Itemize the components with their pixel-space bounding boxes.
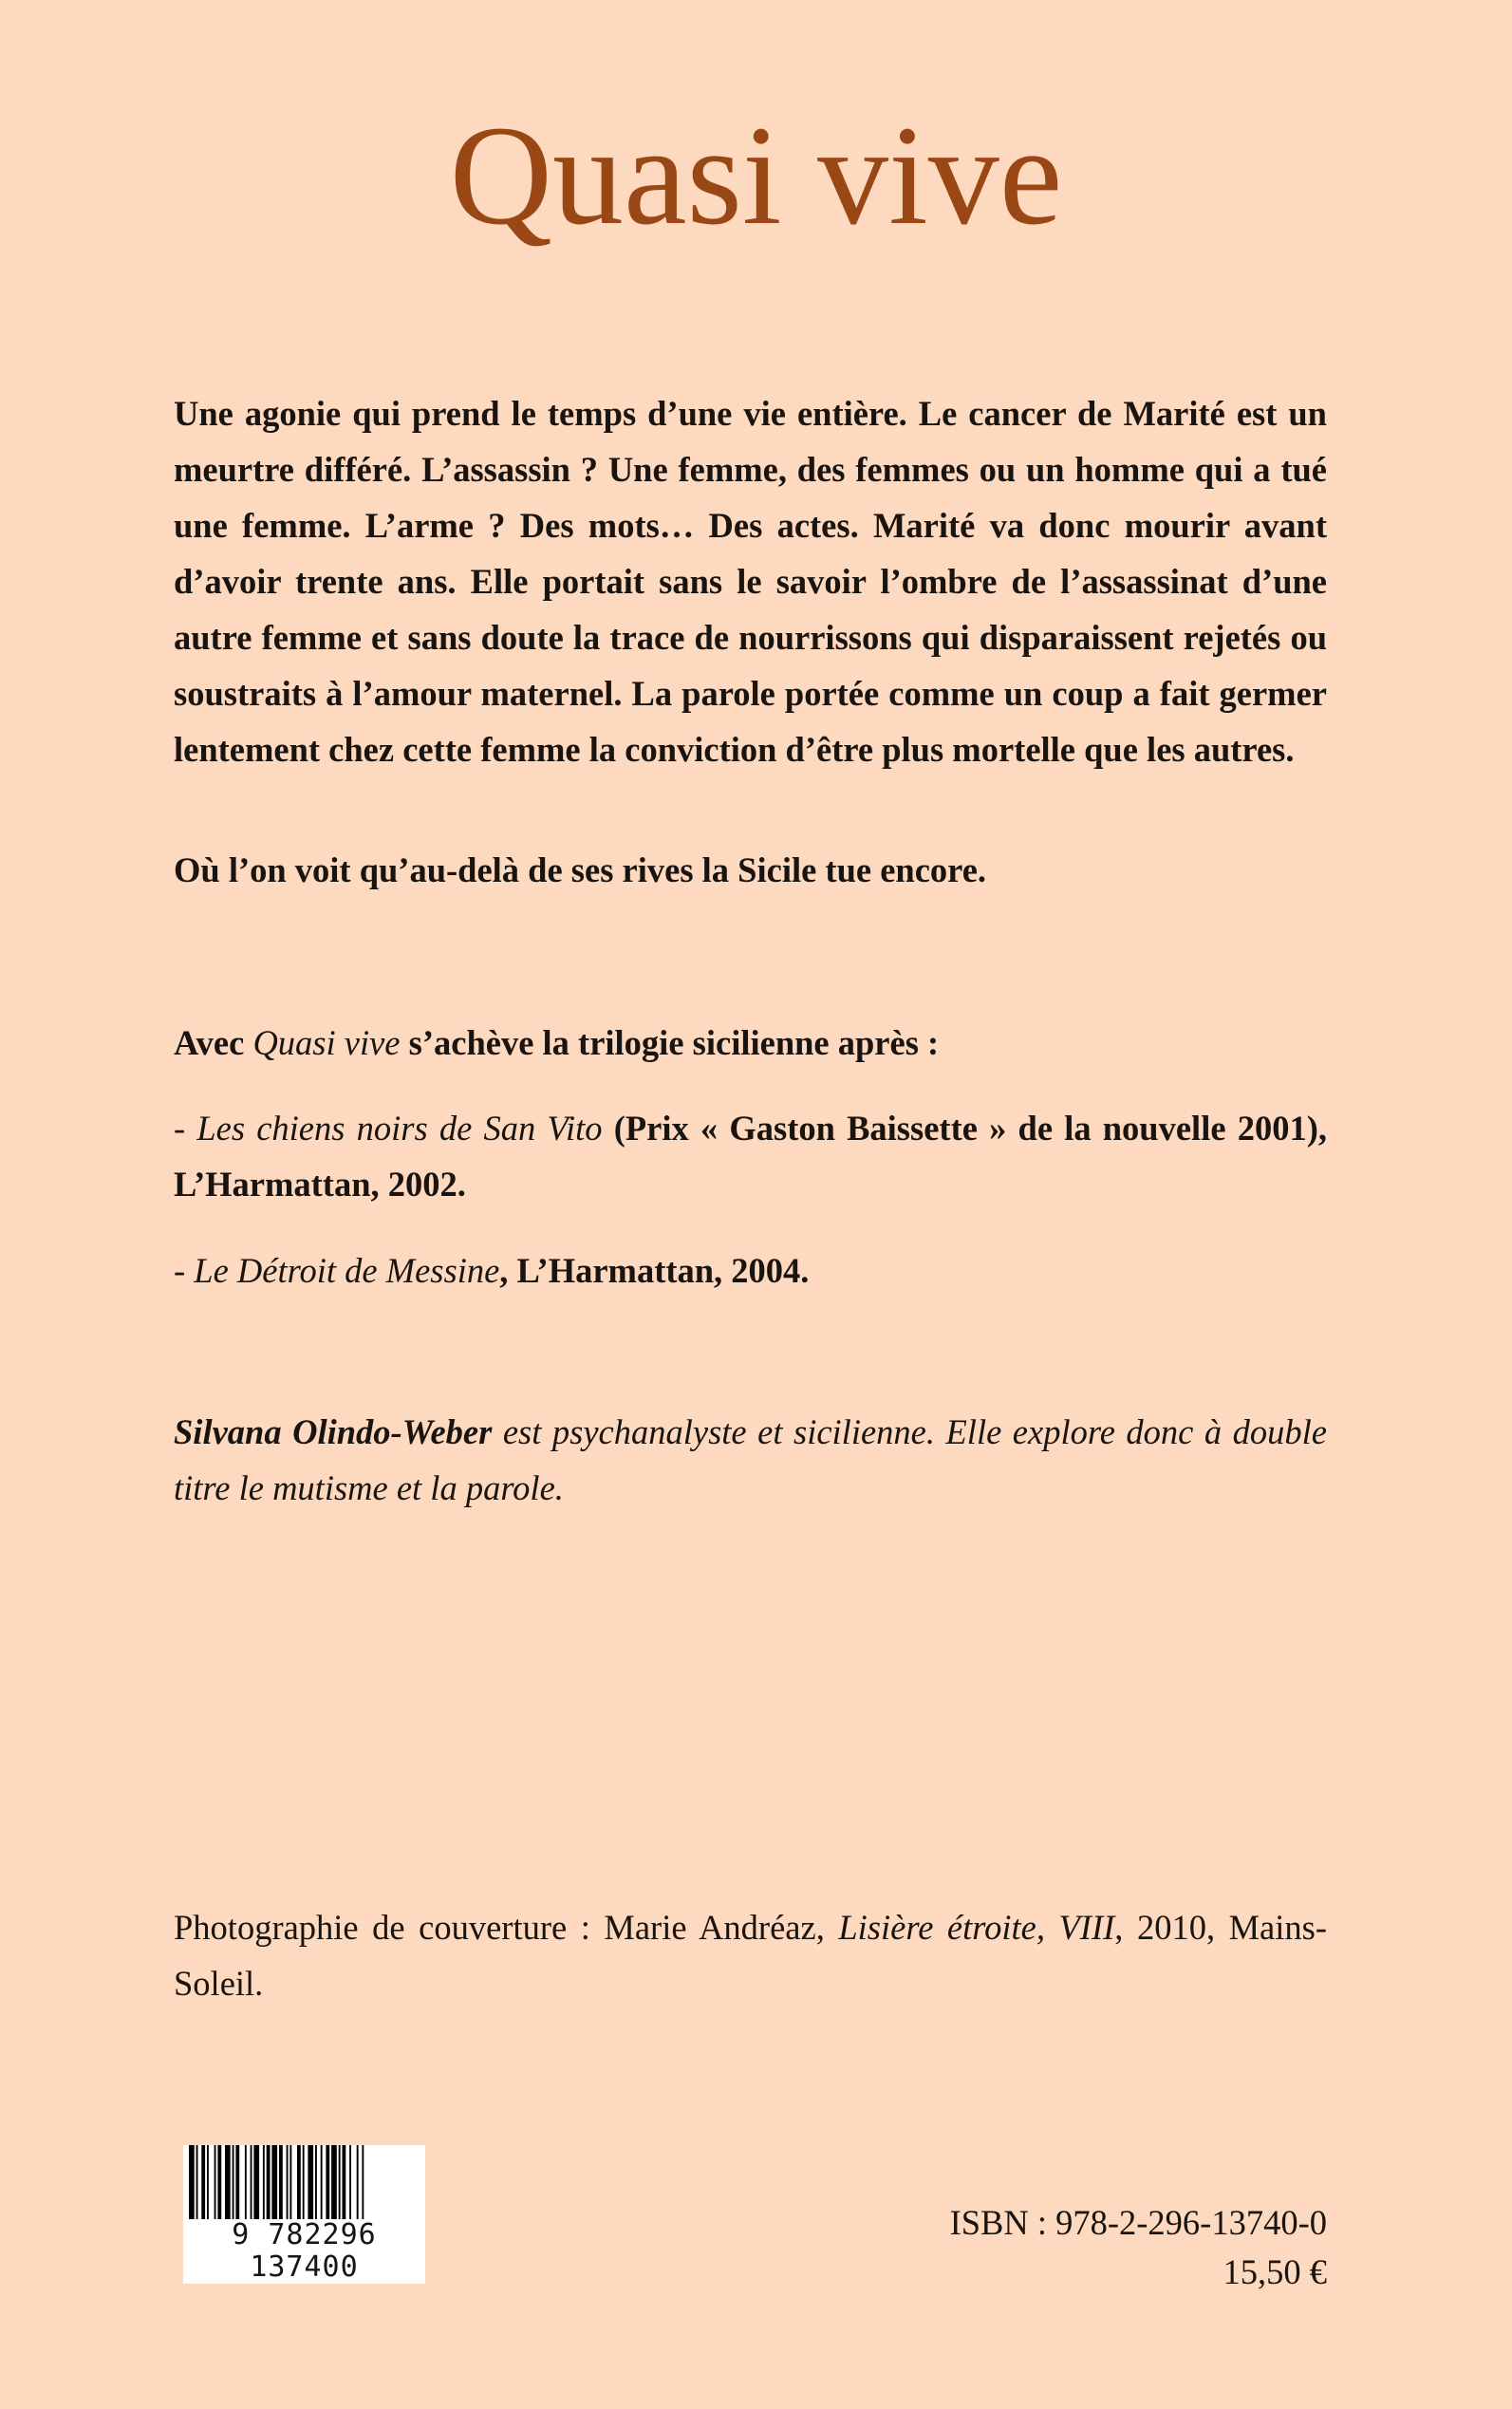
isbn-block xyxy=(950,2198,1327,2297)
cover-photo-credit xyxy=(174,1899,1327,2011)
blurb-paragraph: Une agonie qui prend le temps d’une vie entière. Le cancer de Marité est un meurtre différé. L’assassin ? Une femme, des femmes ou un homme qui a tué une femme. L’arme ? Des mots… Des actes. Marité va donc mourir avant d’avoir trente ans. Elle portait sans le savoir l’ombre de l’assassinat d’une autre femme et sans doute la trace de nourrissons qui disparaissent rejetés ou soustraits à l’amour maternel. La parole portée comme un coup a fait germer lentement chez cette femme la conviction d’être plus mortelle que les autres. xyxy=(174,394,1327,769)
barcode-digits: 9 782296 137400 xyxy=(183,2219,425,2284)
price: 15,50 € xyxy=(1223,2252,1327,2291)
previous-work-2 xyxy=(174,1242,1327,1298)
previous-work-1 xyxy=(174,1100,1327,1212)
previous-work-1-details: (Prix « Gaston Baissette » de la nouvelle 2001), L’Harmattan, 2002. xyxy=(174,1109,1327,1204)
previous-work-2-title: - Le Détroit de Messine xyxy=(174,1251,500,1290)
trilogy-intro-title: Quasi vive xyxy=(252,1023,401,1062)
author-bio-text: est psychanalyste et sicilienne. Elle explore donc à double titre le mutisme et la parole. xyxy=(174,1412,1327,1507)
trilogy-intro xyxy=(174,1015,1327,1071)
author-bio xyxy=(174,1404,1327,1516)
author-name: Silvana Olindo-Weber xyxy=(174,1412,493,1451)
previous-work-2-details: , L’Harmattan, 2004. xyxy=(499,1251,810,1290)
previous-work-1-title: - Les chiens noirs de San Vito xyxy=(174,1109,603,1148)
trilogy-intro-after: s’achève la trilogie sicilienne après : xyxy=(400,1023,940,1062)
credit-after: , 2010, Mains-Soleil. xyxy=(174,1908,1327,2003)
credit-before: Photographie de couverture : Marie Andréaz, xyxy=(174,1908,839,1947)
trilogy-intro-before: Avec xyxy=(174,1023,253,1062)
credit-work-title: Lisière étroite, VIII xyxy=(838,1908,1115,1947)
isbn-number: ISBN : 978-2-296-13740-0 xyxy=(949,2203,1327,2242)
barcode xyxy=(183,2145,425,2284)
epigraph-paragraph: Où l’on voit qu’au-delà de ses rives la Sicile tue encore. xyxy=(174,850,987,889)
book-title: Quasi vive xyxy=(449,97,1063,254)
